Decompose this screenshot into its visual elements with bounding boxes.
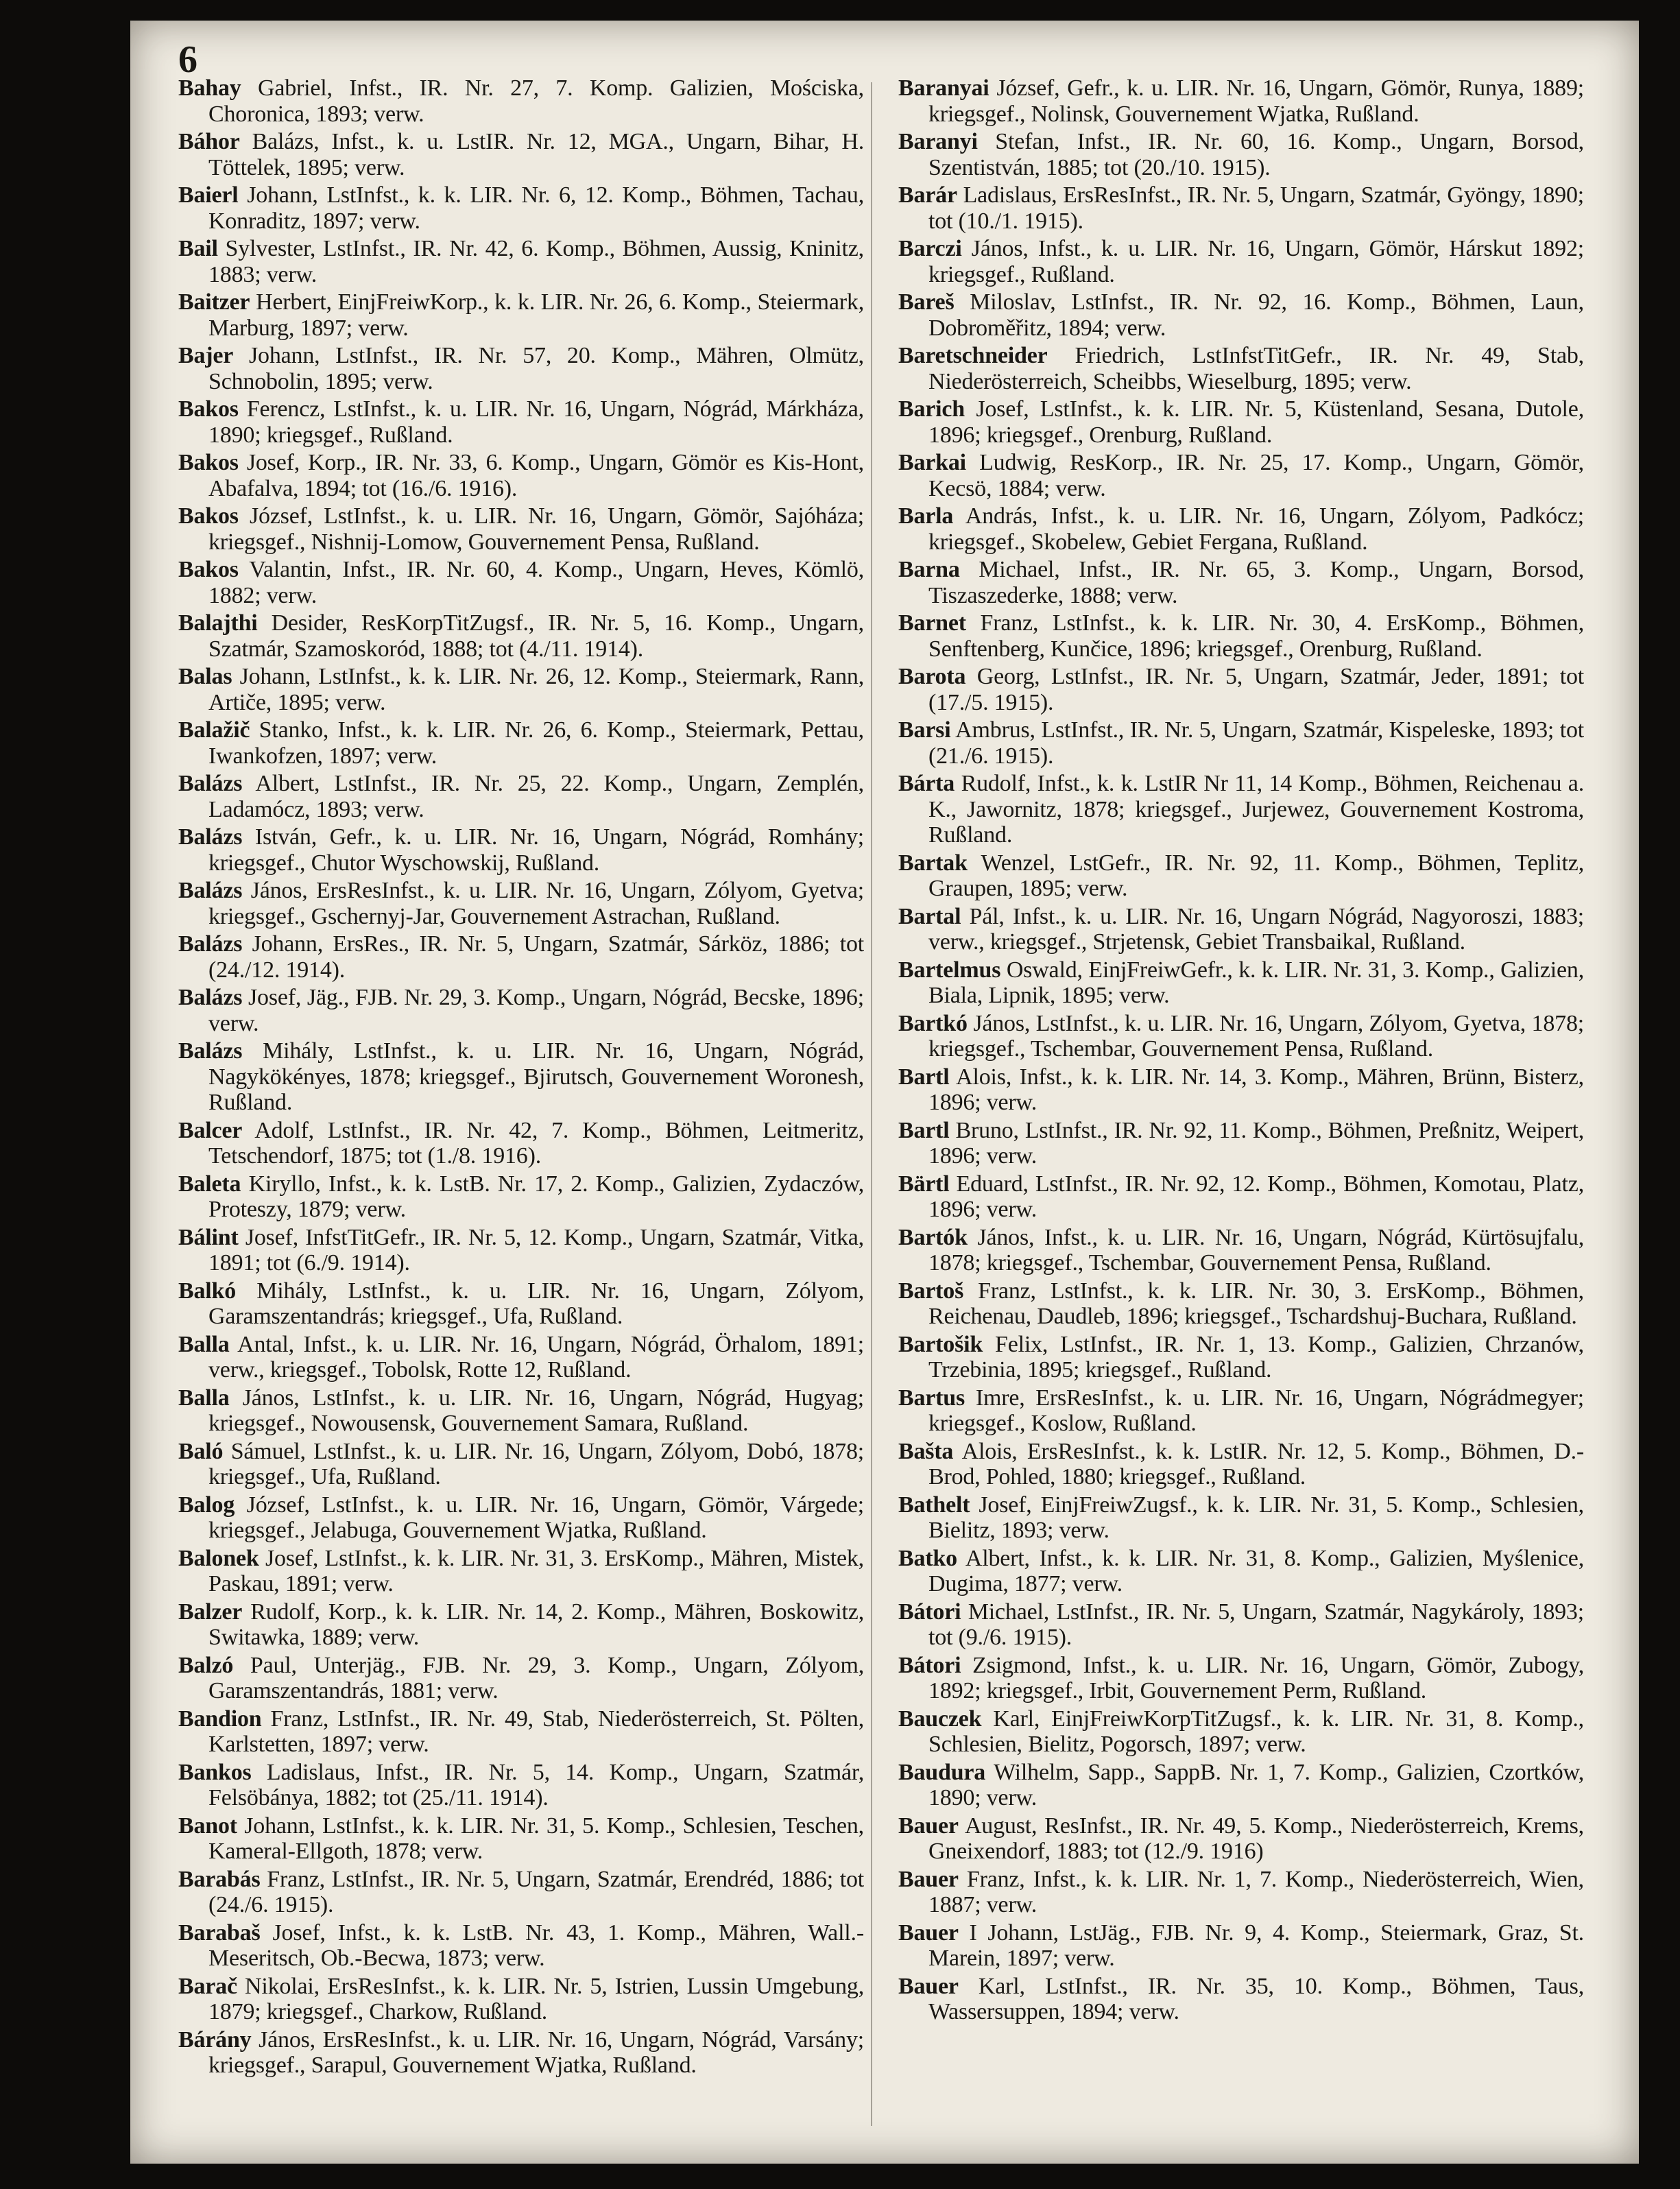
entry-surname: Bauer bbox=[898, 1919, 959, 1946]
list-entry bbox=[178, 182, 864, 234]
entry-surname: Bátori bbox=[898, 1599, 961, 1625]
entry-surname: Bartl bbox=[898, 1064, 950, 1090]
list-entry bbox=[178, 1867, 864, 1918]
entry-details: Josef, LstInfst., k. k. LIR. Nr. 31, 3. ErsKomp., Mähren, Mistek, Paskau, 1891; verw. bbox=[208, 1545, 864, 1596]
entry-surname: Bartkó bbox=[898, 1010, 968, 1036]
list-entry bbox=[898, 1064, 1584, 1116]
entry-details: Michael, Infst., IR. Nr. 65, 3. Komp., Ungarn, Borsod, Tiszaszederke, 1888; verw. bbox=[928, 557, 1584, 608]
entry-surname: Balázs bbox=[178, 824, 243, 850]
entry-details: István, Gefr., k. u. LIR. Nr. 16, Ungarn, Nógrád, Romhány; kriegsgef., Chutor Wyschowskij, Rußland. bbox=[208, 824, 864, 876]
list-entry bbox=[178, 985, 864, 1036]
entry-details: Johann, ErsRes., IR. Nr. 5, Ungarn, Szatmár, Sárköz, 1886; tot (24./12. 1914). bbox=[208, 931, 864, 983]
entry-details: Josef, EinjFreiwZugsf., k. k. LIR. Nr. 31, 5. Komp., Schlesien, Bielitz, 1893; verw. bbox=[928, 1492, 1584, 1543]
entry-surname: Balázs bbox=[178, 878, 243, 903]
entry-details: Alois, Infst., k. k. LIR. Nr. 14, 3. Komp., Mähren, Brünn, Bisterz, 1896; verw. bbox=[928, 1064, 1584, 1115]
entry-surname: Baleta bbox=[178, 1171, 241, 1197]
list-entry bbox=[898, 1813, 1584, 1865]
entry-details: Herbert, EinjFreiwKorp., k. k. LIR. Nr. 26, 6. Komp., Steiermark, Marburg, 1897; verw. bbox=[208, 289, 864, 341]
entry-details: Franz, Infst., k. k. LIR. Nr. 1, 7. Komp., Niederösterreich, Wien, 1887; verw. bbox=[928, 1866, 1584, 1917]
entry-details: András, Infst., k. u. LIR. Nr. 16, Ungarn, Zólyom, Padkócz; kriegsgef., Skobelew, Gebiet Fergana, Rußland. bbox=[928, 503, 1584, 555]
entry-details: Nikolai, ErsResInfst., k. k. LIR. Nr. 5, Istrien, Lussin Umgebung, 1879; kriegsgef., Charkow, Rußland. bbox=[208, 1973, 864, 2024]
list-entry bbox=[178, 557, 864, 608]
entry-surname: Barnet bbox=[898, 610, 966, 636]
entry-details: Josef, Korp., IR. Nr. 33, 6. Komp., Ungarn, Gömör es Kis-Hont, Abafalva, 1894; tot (16./6. 1916). bbox=[208, 450, 864, 501]
entry-surname: Balažič bbox=[178, 717, 250, 743]
entry-details: Karl, EinjFreiwKorpTitZugsf., k. k. LIR. Nr. 31, 8. Komp., Schlesien, Bielitz, Pogorsch, 1897; verw. bbox=[928, 1706, 1584, 1757]
list-entry bbox=[178, 503, 864, 555]
list-entry bbox=[898, 771, 1584, 848]
entry-surname: Balla bbox=[178, 1385, 230, 1411]
entry-details: Wilhelm, Sapp., SappB. Nr. 1, 7. Komp., Galizien, Czortków, 1890; verw. bbox=[928, 1759, 1585, 1810]
entry-details: Paul, Unterjäg., FJB. Nr. 29, 3. Komp., Ungarn, Zólyom, Garamszentandrás, 1881; verw. bbox=[208, 1652, 864, 1703]
list-entry bbox=[178, 236, 864, 287]
entry-surname: Barač bbox=[178, 1973, 237, 1999]
entry-surname: Balkó bbox=[178, 1278, 237, 1304]
entry-surname: Barich bbox=[898, 396, 965, 422]
entry-details: János, ErsResInfst., k. u. LIR. Nr. 16, Ungarn, Zólyom, Gyetva; kriegsgef., Gschernyj-Jar, Gouvernement Astrachan, Rußland. bbox=[208, 878, 864, 929]
entry-details: Franz, LstInfst., k. k. LIR. Nr. 30, 4. ErsKomp., Böhmen, Senftenberg, Kunčice, 1896; kriegsgef., Orenburg, Rußland. bbox=[928, 610, 1584, 662]
list-entry bbox=[898, 1171, 1584, 1223]
entry-details: Ladislaus, Infst., IR. Nr. 5, 14. Komp., Ungarn, Szatmár, Felsöbánya, 1882; tot (25./11. 1914). bbox=[208, 1759, 864, 1810]
list-entry bbox=[178, 1653, 864, 1704]
entry-details: Valantin, Infst., IR. Nr. 60, 4. Komp., Ungarn, Heves, Kömlö, 1882; verw. bbox=[208, 557, 864, 608]
entry-details: János, Infst., k. u. LIR. Nr. 16, Ungarn, Gömör, Hárskut 1892; kriegsgef., Rußland. bbox=[928, 236, 1584, 287]
entry-details: August, ResInfst., IR. Nr. 49, 5. Komp., Niederösterreich, Krems, Gneixendorf, 1883; tot (12./9. 1916) bbox=[928, 1813, 1584, 1864]
entry-surname: Bartak bbox=[898, 850, 968, 876]
list-entry bbox=[898, 1278, 1584, 1330]
column-divider bbox=[871, 82, 872, 2126]
entry-details: Kiryllo, Infst., k. k. LstB. Nr. 17, 2. Komp., Galizien, Zydaczów, Proteszy, 1879; verw. bbox=[208, 1171, 864, 1222]
entry-details: József, LstInfst., k. u. LIR. Nr. 16, Ungarn, Gömör, Sajóháza; kriegsgef., Nishnij-Lomow, Gouvernement Pensa, Rußland. bbox=[208, 503, 864, 555]
list-entry bbox=[178, 450, 864, 501]
list-entry bbox=[178, 129, 864, 180]
list-entry bbox=[178, 1813, 864, 1865]
entry-surname: Bartal bbox=[898, 903, 961, 929]
entry-details: Ferencz, LstInfst., k. u. LIR. Nr. 16, Ungarn, Nógrád, Márkháza, 1890; kriegsgef., Rußland. bbox=[208, 396, 864, 448]
list-entry bbox=[178, 1706, 864, 1758]
list-entry bbox=[898, 850, 1584, 902]
entry-details: I Johann, LstJäg., FJB. Nr. 9, 4. Komp., Steiermark, Graz, St. Marein, 1897; verw. bbox=[928, 1919, 1584, 1971]
list-entry bbox=[178, 1599, 864, 1651]
entry-details: Karl, LstInfst., IR. Nr. 35, 10. Komp., Böhmen, Taus, Wassersuppen, 1894; verw. bbox=[928, 1973, 1584, 2024]
entry-surname: Barsi bbox=[898, 717, 951, 743]
entry-details: Adolf, LstInfst., IR. Nr. 42, 7. Komp., Böhmen, Leitmeritz, Tetschendorf, 1875; tot (1./8. 1916). bbox=[208, 1117, 864, 1169]
entry-details: Friedrich, LstInfstTitGefr., IR. Nr. 49, Stab, Niederösterreich, Scheibbs, Wieselburg, 1895; verw. bbox=[928, 343, 1584, 394]
list-entry bbox=[178, 771, 864, 822]
list-entry bbox=[898, 1385, 1584, 1437]
entry-details: Franz, LstInfst., k. k. LIR. Nr. 30, 3. ErsKomp., Böhmen, Reichenau, Daudleb, 1896; kriegsgef., Tschardshuj-Buchara, Rußland. bbox=[928, 1278, 1584, 1329]
list-entry bbox=[898, 1974, 1584, 2025]
entry-surname: Baudura bbox=[898, 1759, 986, 1785]
list-entry bbox=[898, 236, 1584, 287]
entry-details: Georg, LstInfst., IR. Nr. 5, Ungarn, Szatmár, Jeder, 1891; tot (17./5. 1915). bbox=[928, 664, 1584, 715]
list-entry bbox=[898, 396, 1584, 448]
list-entry bbox=[178, 1332, 864, 1383]
entry-surname: Bauczek bbox=[898, 1706, 982, 1732]
entry-details: Josef, Infst., k. k. LstB. Nr. 43, 1. Komp., Mähren, Wall.-Meseritsch, Ob.-Becwa, 1873; verw. bbox=[208, 1919, 864, 1971]
entry-surname: Balázs bbox=[178, 931, 243, 957]
entry-surname: Báhor bbox=[178, 129, 240, 154]
entry-details: Ludwig, ResKorp., IR. Nr. 25, 17. Komp., Ungarn, Gömör, Kecsö, 1884; verw. bbox=[928, 450, 1584, 501]
entry-surname: Barkai bbox=[898, 450, 966, 475]
entry-details: Mihály, LstInfst., k. u. LIR. Nr. 16, Ungarn, Nógrád, Nagykökényes, 1878; kriegsgef., Bjirutsch, Gouvernement Woronesh, Rußland. bbox=[208, 1038, 864, 1115]
entry-surname: Barár bbox=[898, 182, 957, 208]
list-entry bbox=[178, 1920, 864, 1972]
list-entry bbox=[178, 289, 864, 341]
list-entry bbox=[178, 396, 864, 448]
entry-surname: Bárta bbox=[898, 771, 955, 796]
entry-details: József, LstInfst., k. u. LIR. Nr. 16, Ungarn, Gömör, Várgede; kriegsgef., Jelabuga, Gouvernement Wjatka, Rußland. bbox=[208, 1492, 864, 1543]
list-entry bbox=[898, 957, 1584, 1009]
entry-details: Miloslav, LstInfst., IR. Nr. 92, 16. Komp., Böhmen, Laun, Dobroměřitz, 1894; verw. bbox=[928, 289, 1584, 341]
entry-surname: Bauer bbox=[898, 1866, 959, 1892]
entry-surname: Balla bbox=[178, 1331, 230, 1357]
entry-details: Albert, Infst., k. k. LIR. Nr. 31, 8. Komp., Galizien, Myślenice, Dugima, 1877; verw. bbox=[928, 1545, 1584, 1596]
entry-details: Desider, ResKorpTitZugsf., IR. Nr. 5, 16. Komp., Ungarn, Szatmár, Szamoskoród, 1888; tot (4./11. 1914). bbox=[208, 610, 864, 662]
entry-surname: Barabás bbox=[178, 1866, 261, 1892]
entry-surname: Bathelt bbox=[898, 1492, 970, 1518]
entry-surname: Bartošik bbox=[898, 1331, 983, 1357]
entry-surname: Batko bbox=[898, 1545, 957, 1571]
entry-surname: Bárány bbox=[178, 2026, 252, 2053]
entry-surname: Balog bbox=[178, 1492, 235, 1518]
entry-details: Franz, LstInfst., IR. Nr. 49, Stab, Niederösterreich, St. Pölten, Karlstetten, 1897; verw. bbox=[208, 1706, 864, 1757]
entry-details: Oswald, EinjFreiwGefr., k. k. LIR. Nr. 31, 3. Komp., Galizien, Biala, Lipnik, 1895; verw. bbox=[928, 957, 1584, 1008]
entry-surname: Barabaš bbox=[178, 1919, 261, 1946]
list-entry bbox=[898, 1706, 1584, 1758]
entry-surname: Baitzer bbox=[178, 289, 250, 315]
entry-details: Rudolf, Infst., k. k. LstIR Nr 11, 14 Komp., Böhmen, Reichenau a. K., Jawornitz, 1878; kriegsgef., Jurjewez, Gouvernement Kostroma, Rußland. bbox=[928, 771, 1584, 848]
entry-details: János, LstInfst., k. u. LIR. Nr. 16, Ungarn, Nógrád, Hugyag; kriegsgef., Nowousensk, Gouvernement Samara, Rußland. bbox=[208, 1385, 864, 1436]
list-entry bbox=[898, 1867, 1584, 1918]
list-entry bbox=[178, 343, 864, 394]
entry-surname: Barna bbox=[898, 557, 960, 582]
entry-surname: Bakos bbox=[178, 557, 239, 582]
list-entry bbox=[178, 1385, 864, 1437]
entry-surname: Barla bbox=[898, 503, 954, 529]
entry-details: Johann, LstInfst., IR. Nr. 57, 20. Komp., Mähren, Olmütz, Schnobolin, 1895; verw. bbox=[208, 343, 864, 394]
entry-surname: Barczi bbox=[898, 236, 962, 261]
entry-surname: Balzó bbox=[178, 1652, 234, 1678]
list-entry bbox=[898, 904, 1584, 955]
list-entry bbox=[178, 1278, 864, 1330]
right-column bbox=[898, 75, 1584, 2027]
entry-details: Josef, Jäg., FJB. Nr. 29, 3. Komp., Ungarn, Nógrád, Becske, 1896; verw. bbox=[208, 985, 864, 1036]
entry-details: Felix, LstInfst., IR. Nr. 1, 13. Komp., Galizien, Chrzanów, Trzebinia, 1895; kriegsgef., Rußland. bbox=[928, 1331, 1584, 1383]
entry-surname: Bartus bbox=[898, 1385, 965, 1411]
page-number: 6 bbox=[178, 38, 197, 81]
entry-surname: Bálint bbox=[178, 1224, 239, 1250]
entry-surname: Balázs bbox=[178, 771, 243, 796]
list-entry bbox=[178, 1225, 864, 1276]
entry-surname: Banot bbox=[178, 1813, 237, 1839]
entry-surname: Baló bbox=[178, 1438, 224, 1464]
list-entry bbox=[178, 1760, 864, 1811]
entry-details: Gabriel, Infst., IR. Nr. 27, 7. Komp. Galizien, Mościska, Choronica, 1893; verw. bbox=[208, 75, 864, 127]
entry-details: Eduard, LstInfst., IR. Nr. 92, 12. Komp., Böhmen, Komotau, Platz, 1896; verw. bbox=[928, 1171, 1584, 1222]
entry-details: Antal, Infst., k. u. LIR. Nr. 16, Ungarn, Nógrád, Örhalom, 1891; verw., kriegsgef., Tobolsk, Rotte 12, Rußland. bbox=[208, 1331, 864, 1383]
list-entry bbox=[178, 824, 864, 876]
entry-surname: Bartók bbox=[898, 1224, 968, 1250]
list-entry bbox=[178, 75, 864, 127]
entry-details: Johann, LstInfst., k. k. LIR. Nr. 6, 12. Komp., Böhmen, Tachau, Konraditz, 1897; verw. bbox=[208, 182, 864, 234]
list-entry bbox=[898, 450, 1584, 501]
list-entry bbox=[898, 557, 1584, 608]
entry-surname: Bauer bbox=[898, 1973, 959, 1999]
entry-details: Franz, LstInfst., IR. Nr. 5, Ungarn, Szatmár, Erendréd, 1886; tot (24./6. 1915). bbox=[208, 1866, 864, 1917]
entry-surname: Baretschneider bbox=[898, 343, 1048, 368]
list-entry bbox=[898, 1492, 1584, 1544]
entry-surname: Bahay bbox=[178, 75, 241, 101]
list-entry bbox=[178, 1118, 864, 1169]
entry-surname: Baranyai bbox=[898, 75, 989, 101]
entry-surname: Barota bbox=[898, 664, 966, 689]
list-entry bbox=[898, 1653, 1584, 1704]
list-entry bbox=[898, 1225, 1584, 1276]
entry-details: Bruno, LstInfst., IR. Nr. 92, 11. Komp., Böhmen, Preßnitz, Weipert, 1896; verw. bbox=[928, 1117, 1584, 1169]
entry-details: Josef, InfstTitGefr., IR. Nr. 5, 12. Komp., Ungarn, Szatmár, Vitka, 1891; tot (6./9. 1914). bbox=[208, 1224, 864, 1276]
list-entry bbox=[178, 1546, 864, 1597]
entry-surname: Balonek bbox=[178, 1545, 259, 1571]
entry-details: Pál, Infst., k. u. LIR. Nr. 16, Ungarn Nógrád, Nagyoroszi, 1883; verw., kriegsgef., Strjetensk, Gebiet Transbaikal, Rußland. bbox=[928, 903, 1584, 955]
entry-details: János, LstInfst., k. u. LIR. Nr. 16, Ungarn, Zólyom, Gyetva, 1878; kriegsgef., Tschembar, Gouvernement Pensa, Rußland. bbox=[928, 1010, 1584, 1062]
list-page bbox=[130, 21, 1639, 2164]
entry-surname: Bareš bbox=[898, 289, 955, 315]
entry-details: József, Gefr., k. u. LIR. Nr. 16, Ungarn, Gömör, Runya, 1889; kriegsgef., Nolinsk, Gouvernement Wjatka, Rußland. bbox=[928, 75, 1584, 127]
entry-surname: Bašta bbox=[898, 1438, 954, 1464]
entry-details: Rudolf, Korp., k. k. LIR. Nr. 14, 2. Komp., Mähren, Boskowitz, Switawka, 1889; verw. bbox=[208, 1599, 864, 1650]
entry-details: Alois, ErsResInfst., k. k. LstIR. Nr. 12, 5. Komp., Böhmen, D.-Brod, Pohled, 1880; kriegsgef., Rußland. bbox=[928, 1438, 1584, 1490]
entry-details: Wenzel, LstGefr., IR. Nr. 92, 11. Komp., Böhmen, Teplitz, Graupen, 1895; verw. bbox=[928, 850, 1584, 901]
list-entry bbox=[898, 1546, 1584, 1597]
entry-surname: Balázs bbox=[178, 1038, 243, 1064]
list-entry bbox=[178, 717, 864, 769]
entry-details: János, Infst., k. u. LIR. Nr. 16, Ungarn, Nógrád, Kürtösujfalu, 1878; kriegsgef., Tschembar, Gouvernement Pensa, Rußland. bbox=[928, 1224, 1584, 1276]
entry-surname: Bärtl bbox=[898, 1171, 950, 1197]
list-entry bbox=[178, 1038, 864, 1116]
list-entry bbox=[178, 931, 864, 983]
list-entry bbox=[178, 878, 864, 929]
entry-surname: Bail bbox=[178, 236, 218, 261]
list-entry bbox=[898, 1920, 1584, 1972]
list-entry bbox=[898, 1599, 1584, 1651]
entry-surname: Baierl bbox=[178, 182, 239, 208]
entry-details: Zsigmond, Infst., k. u. LIR. Nr. 16, Ungarn, Gömör, Zubogy, 1892; kriegsgef., Irbit, Gouvernement Perm, Rußland. bbox=[928, 1652, 1585, 1703]
list-entry bbox=[178, 1974, 864, 2025]
list-entry bbox=[898, 129, 1584, 180]
entry-details: Michael, LstInfst., IR. Nr. 5, Ungarn, Szatmár, Nagykároly, 1893; tot (9./6. 1915). bbox=[928, 1599, 1584, 1650]
entry-details: Ambrus, LstInfst., IR. Nr. 5, Ungarn, Szatmár, Kispeleske, 1893; tot (21./6. 1915). bbox=[928, 717, 1584, 769]
list-entry bbox=[898, 1760, 1584, 1811]
entry-surname: Bakos bbox=[178, 450, 239, 475]
entry-details: Sámuel, LstInfst., k. u. LIR. Nr. 16, Ungarn, Zólyom, Dobó, 1878; kriegsgef., Ufa, Rußland. bbox=[208, 1438, 864, 1490]
entry-surname: Balázs bbox=[178, 985, 243, 1010]
entry-details: Stefan, Infst., IR. Nr. 60, 16. Komp., Ungarn, Borsod, Szentistván, 1885; tot (20./10. 1915). bbox=[928, 129, 1584, 180]
entry-details: Stanko, Infst., k. k. LIR. Nr. 26, 6. Komp., Steiermark, Pettau, Iwankofzen, 1897; verw. bbox=[208, 717, 864, 769]
entry-surname: Bajer bbox=[178, 343, 234, 368]
entry-surname: Bartelmus bbox=[898, 957, 1001, 983]
entry-surname: Balajthi bbox=[178, 610, 258, 636]
list-entry bbox=[178, 610, 864, 662]
list-entry bbox=[898, 75, 1584, 127]
list-entry bbox=[178, 2027, 864, 2079]
list-entry bbox=[898, 289, 1584, 341]
list-entry bbox=[898, 182, 1584, 234]
entry-surname: Balcer bbox=[178, 1117, 243, 1143]
list-entry bbox=[898, 610, 1584, 662]
list-entry bbox=[898, 503, 1584, 555]
entry-surname: Balas bbox=[178, 664, 232, 689]
entry-surname: Bauer bbox=[898, 1813, 959, 1839]
entry-details: János, ErsResInfst., k. u. LIR. Nr. 16, Ungarn, Nógrád, Varsány; kriegsgef., Sarapul, Gouvernement Wjatka, Rußland. bbox=[208, 2026, 864, 2078]
entry-details: Imre, ErsResInfst., k. u. LIR. Nr. 16, Ungarn, Nógrádmegyer; kriegsgef., Koslow, Rußland. bbox=[928, 1385, 1584, 1436]
entry-surname: Bakos bbox=[178, 503, 239, 529]
entry-details: Josef, LstInfst., k. k. LIR. Nr. 5, Küstenland, Sesana, Dutole, 1896; kriegsgef., Orenburg, Rußland. bbox=[928, 396, 1584, 448]
list-entry bbox=[898, 343, 1584, 394]
entry-surname: Balzer bbox=[178, 1599, 243, 1625]
entry-details: Mihály, LstInfst., k. u. LIR. Nr. 16, Ungarn, Zólyom, Garamszentandrás; kriegsgef., Ufa, Rußland. bbox=[208, 1278, 864, 1329]
list-entry bbox=[178, 1439, 864, 1490]
entry-surname: Bandion bbox=[178, 1706, 262, 1732]
entry-details: Johann, LstInfst., k. k. LIR. Nr. 26, 12. Komp., Steiermark, Rann, Artiče, 1895; verw. bbox=[208, 664, 864, 715]
entry-surname: Bátori bbox=[898, 1652, 961, 1678]
list-entry bbox=[178, 1492, 864, 1544]
left-column bbox=[178, 75, 864, 2081]
list-entry bbox=[178, 664, 864, 715]
list-entry bbox=[898, 1118, 1584, 1169]
list-entry bbox=[898, 717, 1584, 769]
entry-details: Ladislaus, ErsResInfst., IR. Nr. 5, Ungarn, Szatmár, Gyöngy, 1890; tot (10./1. 1915). bbox=[928, 182, 1584, 234]
list-entry bbox=[178, 1171, 864, 1223]
entry-surname: Bartoš bbox=[898, 1278, 964, 1304]
entry-details: Balázs, Infst., k. u. LstIR. Nr. 12, MGA., Ungarn, Bihar, H. Töttelek, 1895; verw. bbox=[208, 129, 864, 180]
entry-details: Sylvester, LstInfst., IR. Nr. 42, 6. Komp., Böhmen, Aussig, Kninitz, 1883; verw. bbox=[208, 236, 864, 287]
entry-surname: Baranyi bbox=[898, 129, 978, 154]
entry-surname: Bakos bbox=[178, 396, 239, 422]
list-entry bbox=[898, 1011, 1584, 1062]
entry-details: Albert, LstInfst., IR. Nr. 25, 22. Komp., Ungarn, Zemplén, Ladamócz, 1893; verw. bbox=[208, 771, 864, 822]
entry-surname: Bartl bbox=[898, 1117, 950, 1143]
list-entry bbox=[898, 1439, 1584, 1490]
list-entry bbox=[898, 664, 1584, 715]
entry-surname: Bankos bbox=[178, 1759, 252, 1785]
list-entry bbox=[898, 1332, 1584, 1383]
entry-details: Johann, LstInfst., k. k. LIR. Nr. 31, 5. Komp., Schlesien, Teschen, Kameral-Ellgoth, 1878; verw. bbox=[208, 1813, 864, 1864]
